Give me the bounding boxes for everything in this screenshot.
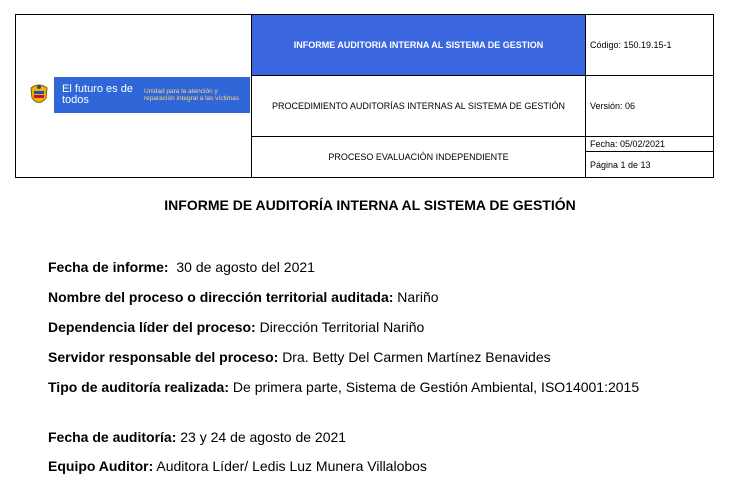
report-title-cell: INFORME AUDITORIA INTERNA AL SISTEMA DE GESTION xyxy=(252,15,585,75)
field-process-name xyxy=(48,288,692,306)
field-label: Fecha de auditoría: xyxy=(48,429,177,445)
field-value: Dra. Betty Del Carmen Martínez Benavides xyxy=(282,349,551,365)
field-lead-unit xyxy=(48,318,692,336)
field-label: Servidor responsable del proceso: xyxy=(48,349,279,365)
field-label: Nombre del proceso o dirección territorial auditada: xyxy=(48,289,394,305)
field-label: Equipo Auditor: xyxy=(48,458,154,474)
field-value: De primera parte, Sistema de Gestión Ambiental, ISO14001:2015 xyxy=(232,379,640,395)
field-audit-team xyxy=(48,457,692,475)
field-value: Nariño xyxy=(397,289,439,305)
entity-logo xyxy=(24,77,250,113)
field-label: Fecha de informe: xyxy=(48,259,169,275)
header-divider xyxy=(585,15,586,177)
field-audit-date xyxy=(48,428,692,446)
version-cell: Versión: 06 xyxy=(590,101,636,111)
date-cell: Fecha: 05/02/2021 xyxy=(590,139,666,149)
code-cell: Código: 150.19.15-1 xyxy=(590,40,672,50)
field-report-date xyxy=(48,258,692,276)
page-number-cell: Página 1 de 13 xyxy=(590,159,651,170)
logo-sub-text: Unidad para la atención y reparación integral a las víctimas xyxy=(144,88,240,102)
document-title: INFORME DE AUDITORÍA INTERNA AL SISTEMA DE GESTIÓN xyxy=(164,197,576,213)
document-header-table xyxy=(15,14,714,178)
field-value: Dirección Territorial Nariño xyxy=(259,319,425,335)
field-label: Tipo de auditoría realizada: xyxy=(48,379,230,395)
process-cell: PROCESO EVALUACIÓN INDEPENDIENTE xyxy=(328,152,509,162)
field-responsible-official xyxy=(48,348,692,366)
logo-main-text: El futuro es de todos xyxy=(62,83,133,106)
coat-of-arms-icon xyxy=(24,77,54,113)
procedure-cell: PROCEDIMIENTO AUDITORÍAS INTERNAS AL SISTEMA DE GESTIÓN xyxy=(272,101,565,111)
field-audit-type xyxy=(48,378,692,396)
field-value: Auditora Líder/ Ledis Luz Munera Villalobos xyxy=(156,458,427,474)
field-value: 30 de agosto del 2021 xyxy=(176,259,315,275)
field-label: Dependencia líder del proceso: xyxy=(48,319,256,335)
field-value: 23 y 24 de agosto de 2021 xyxy=(180,429,347,445)
